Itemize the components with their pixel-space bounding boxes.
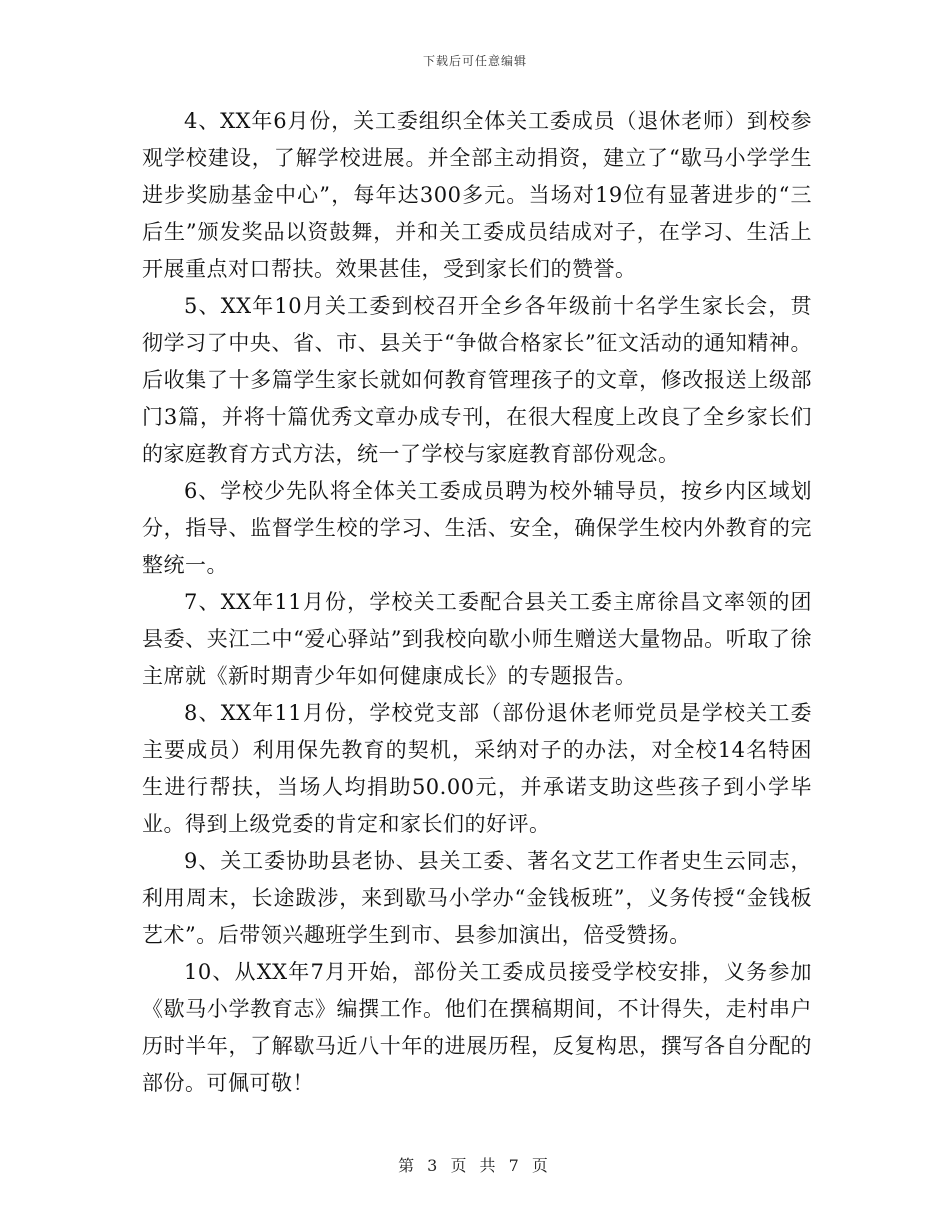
page-number: 第 3 页 共 7 页 xyxy=(398,1156,552,1175)
paragraph-item-7: 7、XX年11月份，学校关工委配合县关工委主席徐昌文率领的团县委、夹江二中“爱心驿站”到我校向歇小师生赠送大量物品。听取了徐主席就《新时期青少年如何健康成长》的专题报告。 xyxy=(142,590,812,688)
paragraph-item-6: 6、学校少先队将全体关工委成员聘为校外辅导员，按乡内区域划分，指导、监督学生校的学习、生活、安全，确保学生校内外教育的完整统一。 xyxy=(142,479,812,577)
paragraph-item-10: 10、从XX年7月开始，部份关工委成员接受学校安排，义务参加《歇马小学教育志》编撰工作。他们在撰稿期间，不计得失，走村串户历时半年，了解歇马近八十年的进展历程，反复构思，撰写各自分配的部份。可佩可敬！ xyxy=(142,960,812,1095)
document-body xyxy=(142,103,812,1102)
paragraph-item-4: 4、XX年6月份，关工委组织全体关工委成员（退休老师）到校参观学校建设，了解学校进展。并全部主动捐资，建立了“歇马小学学生进步奖励基金中心”，每年达300多元。当场对19位有显著进步的“三后生”颁发奖品以资鼓舞，并和关工委成员结成对子，在学习、生活上开展重点对口帮扶。效果甚佳，受到家长们的赞誉。 xyxy=(142,109,812,281)
paragraph-item-9: 9、关工委协助县老协、县关工委、著名文艺工作者史生云同志，利用周末，长途跋涉，来到歇马小学办“金钱板班”，义务传授“金钱板艺术”。后带领兴趣班学生到市、县参加演出，倍受赞扬。 xyxy=(142,849,812,947)
paragraph-item-8: 8、XX年11月份，学校党支部（部份退休老师党员是学校关工委主要成员）利用保先教育的契机，采纳对子的办法，对全校14名特困生进行帮扶，当场人均捐助50.00元，并承诺支助这些孩子到小学毕业。得到上级党委的肯定和家长们的好评。 xyxy=(142,701,812,836)
paragraph-item-5: 5、XX年10月关工委到校召开全乡各年级前十名学生家长会，贯彻学习了中央、省、市、县关于“争做合格家长”征文活动的通知精神。后收集了十多篇学生家长就如何教育管理孩子的文章，修改报送上级部门3篇，并将十篇优秀文章办成专刊，在很大程度上改良了全乡家长们的家庭教育方式方法，统一了学校与家庭教育部份观念。 xyxy=(142,294,812,466)
page-header: 下载后可任意编辑 xyxy=(422,54,527,68)
